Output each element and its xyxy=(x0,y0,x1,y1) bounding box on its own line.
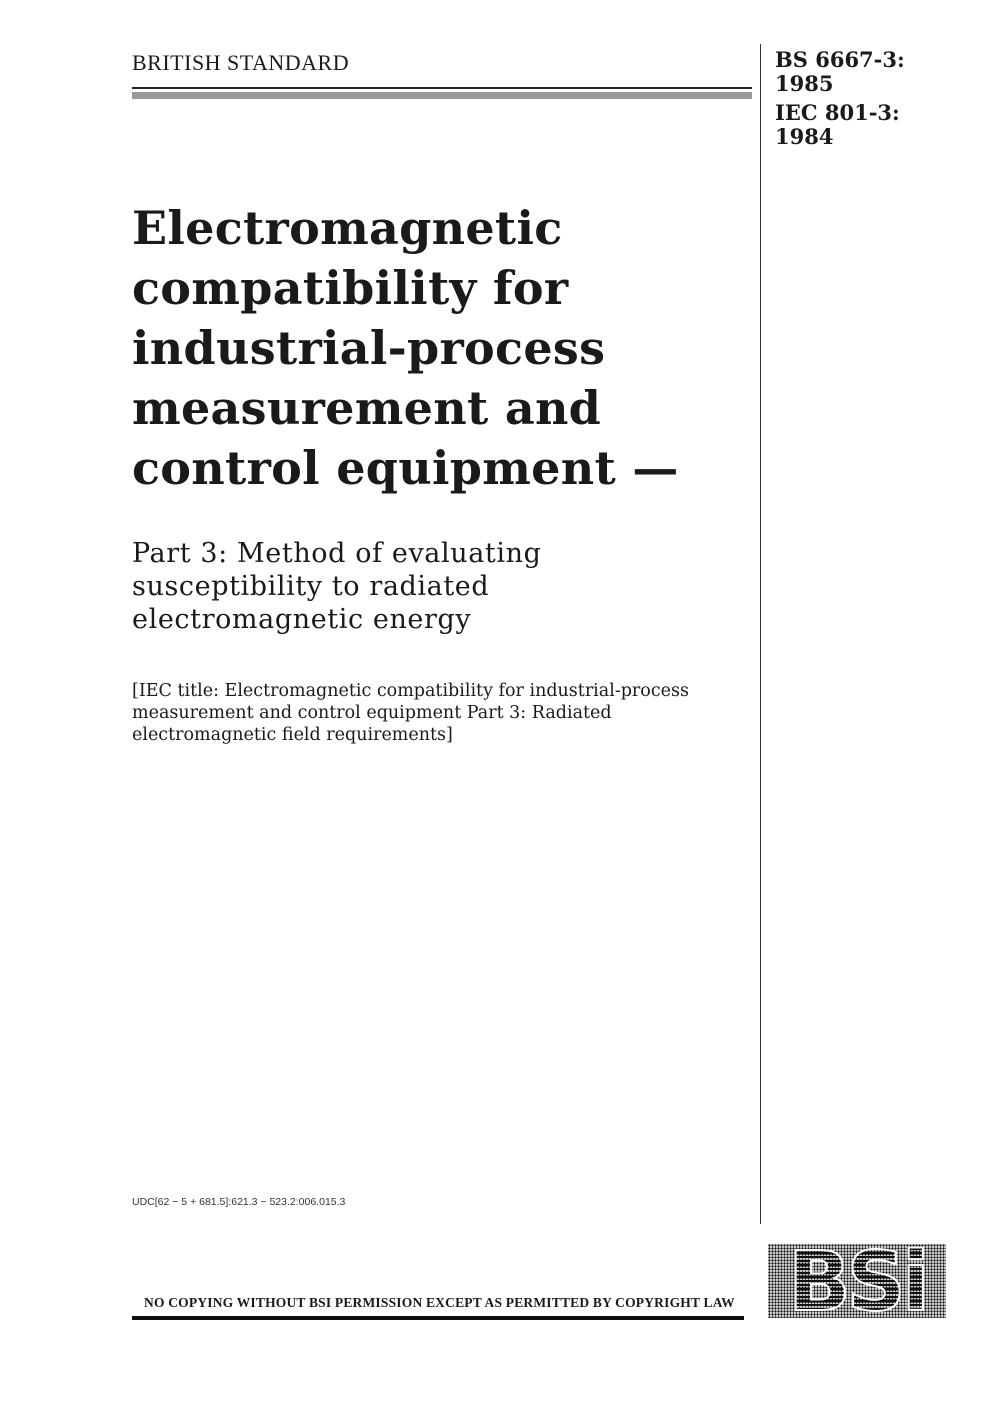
part-title xyxy=(132,537,732,636)
bs-year: 1985 xyxy=(775,71,834,96)
column-divider xyxy=(760,44,761,1224)
main-title xyxy=(132,198,732,498)
iec-title xyxy=(132,680,742,746)
copyright-notice: NO COPYING WITHOUT BSI PERMISSION EXCEPT AS PERMITTED BY COPYRIGHT LAW xyxy=(144,1295,735,1310)
main-title-line: Electromagnetic xyxy=(132,201,563,255)
footer-rule xyxy=(132,1316,744,1320)
iec-year: 1984 xyxy=(775,124,834,149)
bs-number: BS 6667-3: xyxy=(775,47,905,72)
main-title-line: control equipment — xyxy=(132,441,679,495)
iec-number: IEC 801-3: xyxy=(775,100,900,125)
iec-title-line: electromagnetic field requirements] xyxy=(132,725,453,745)
part-title-line: susceptibility to radiated xyxy=(132,571,490,602)
udc-code: UDC[62 − 5 + 681.5]:621.3 − 523.2:006.015.3 xyxy=(132,1196,346,1208)
main-title-line: industrial-process xyxy=(132,321,606,375)
iec-title-line: measurement and control equipment Part 3: Radiated xyxy=(132,703,612,723)
header-rule xyxy=(132,87,752,89)
iec-title-line: [IEC title: Electromagnetic compatibility for industrial-process xyxy=(132,681,689,701)
main-title-line: compatibility for xyxy=(132,261,569,315)
svg-text:BSi: BSi xyxy=(788,1244,926,1318)
main-title-line: measurement and xyxy=(132,381,602,435)
header-band xyxy=(132,92,752,99)
part-title-line: electromagnetic energy xyxy=(132,604,472,635)
bs-reference xyxy=(775,48,905,96)
iec-reference xyxy=(775,101,900,149)
series-label: BRITISH STANDARD xyxy=(132,50,350,75)
part-title-line: Part 3: Method of evaluating xyxy=(132,538,542,569)
bsi-logo xyxy=(768,1244,946,1318)
